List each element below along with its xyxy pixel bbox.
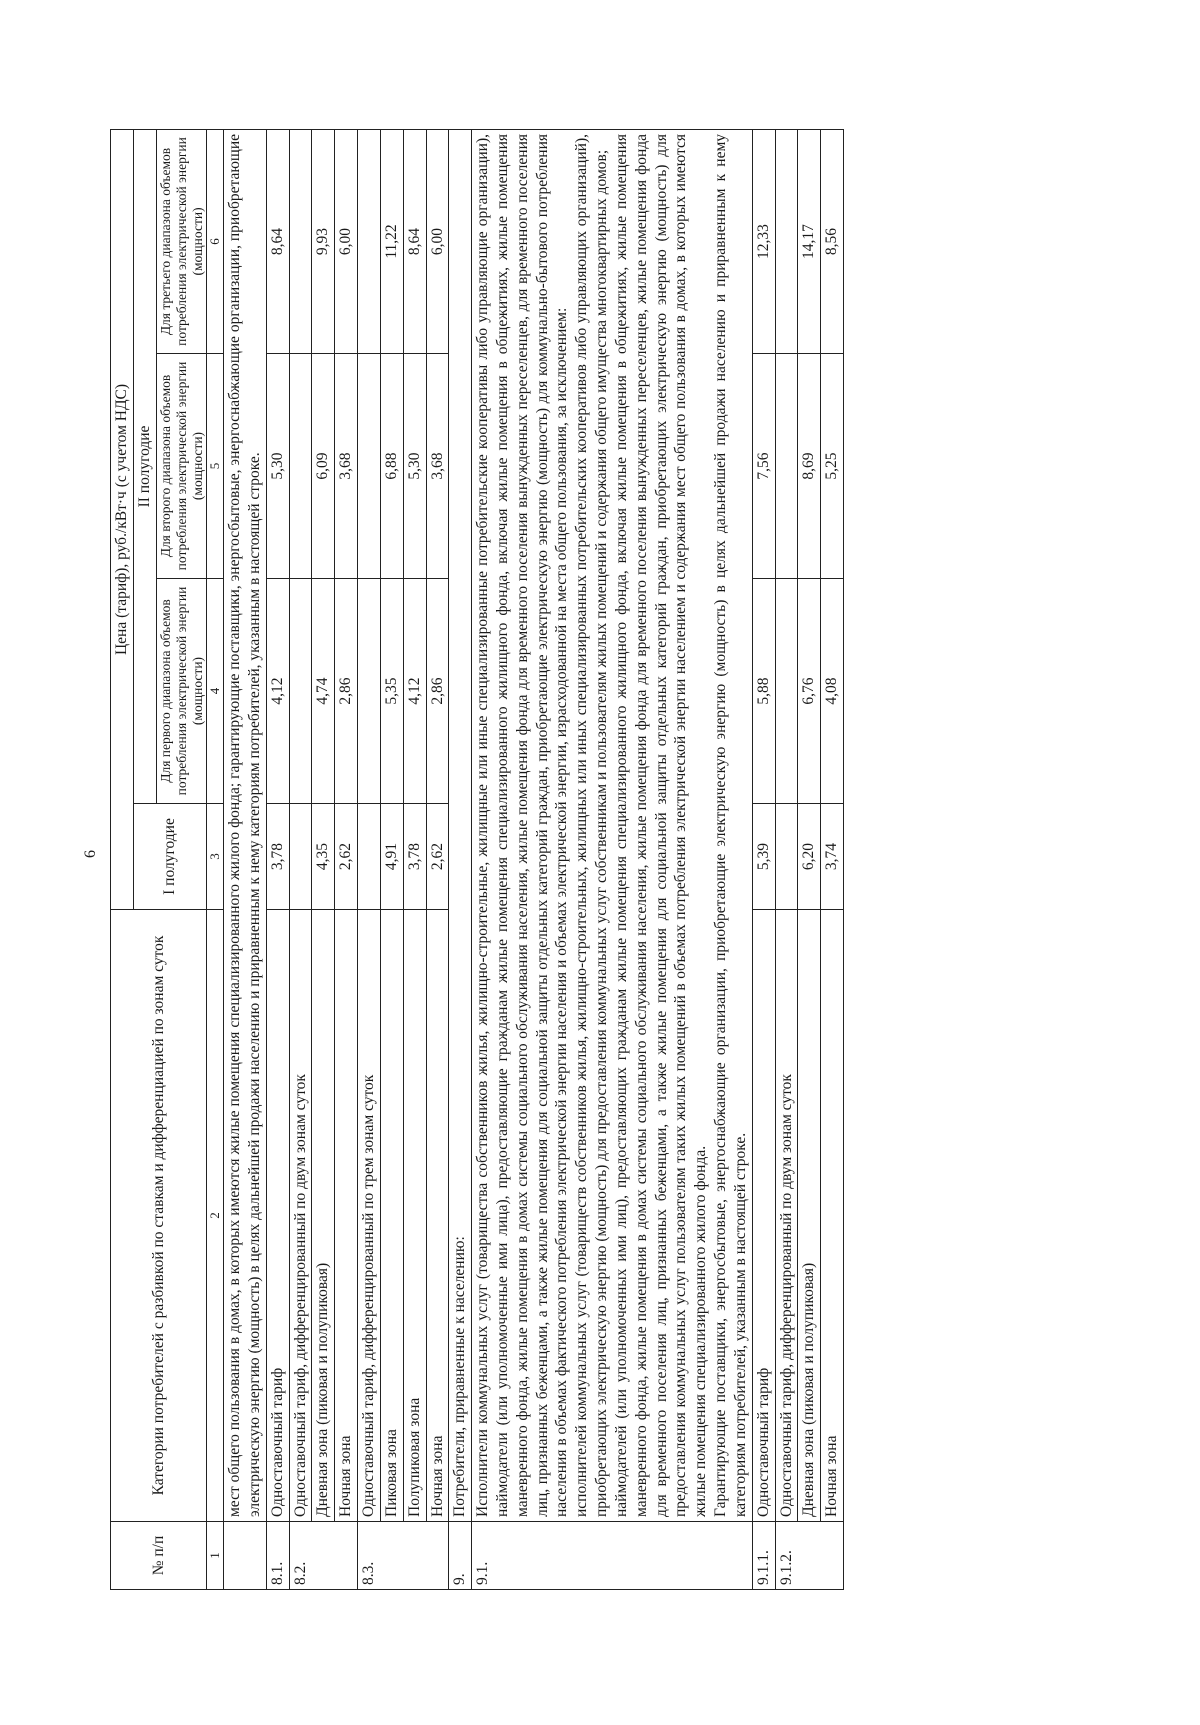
rotated-table-wrapper	[110, 130, 1110, 1590]
row-label: Ночная зона	[821, 910, 844, 1522]
cell-value: 4,35	[312, 804, 335, 910]
row-num: 9.	[449, 1522, 472, 1590]
tariff-table	[110, 129, 844, 1590]
row-num: 9.1.2.	[775, 1522, 843, 1590]
row-label: Одноставочный тариф, дифференцированный по двум зонам суток	[289, 910, 312, 1522]
col-index: 3	[207, 804, 224, 910]
table-row	[472, 129, 753, 1589]
paragraph: наймодателей (или уполномоченных ими лиц), предоставляющих гражданам жилые помещения специализированного жилищного фонда, включая жилые помещения в общежитиях, жилые помещения маневренного фонда, жилые помещения в домах системы социального обслуживания населения, жилые помещения фонда для временного поселения вынужденных переселенцев, жилые помещения фонда для временного поселения лиц, признанных беженцами, а также жилые помещения для социальной защиты отдельных категорий граждан, приобретающих электрическую энергию (мощность) для предоставления коммунальных услуг пользователям таких жилых помещений в объемах потребления электрической энергии населением и содержания мест общего пользования в домах, в которых имеются жилые помещения специализированного жилого фонда.	[612, 133, 710, 1517]
row-label: Одноставочный тариф, дифференцированный по трем зонам суток	[358, 910, 381, 1522]
row-label: Дневная зона (пиковая и полупиковая)	[798, 910, 821, 1522]
cell-value: 5,25	[821, 354, 844, 579]
cell-value: 14,17	[798, 129, 821, 353]
row-num: 9.1.1.	[752, 1522, 775, 1590]
row-description	[472, 129, 753, 1521]
row-num: 9.1.	[472, 1522, 753, 1590]
table-row	[426, 129, 449, 1589]
row-label: Ночная зона	[426, 910, 449, 1522]
cell-value: 6,76	[798, 579, 821, 804]
cell-value: 4,12	[266, 579, 289, 804]
table-row	[358, 129, 381, 1589]
cell-value: 5,30	[266, 354, 289, 579]
cell-value: 12,33	[752, 129, 775, 353]
table-row	[380, 129, 403, 1589]
row-num: 8.1.	[266, 1522, 289, 1590]
cell-value: 2,62	[426, 804, 449, 910]
row-label: Потребители, приравненные к населению:	[449, 129, 472, 1521]
row-label: Дневная зона (пиковая и полупиковая)	[312, 910, 335, 1522]
cell-value: 6,20	[798, 804, 821, 910]
page-number: 6	[82, 850, 99, 858]
cell-value: 4,74	[312, 579, 335, 804]
row-label: Одноставочный тариф, дифференцированный по двум зонам суток	[775, 910, 798, 1522]
cell-value: 3,78	[403, 804, 426, 910]
row-num: 8.2.	[289, 1522, 357, 1590]
table-row	[821, 129, 844, 1589]
row-label: Ночная зона	[335, 910, 358, 1522]
col-index: 5	[207, 354, 224, 579]
cell-value: 3,78	[266, 804, 289, 910]
col-index: 1	[207, 1522, 224, 1590]
paragraph: Исполнители коммунальных услуг (товарищества собственников жилья, жилищно-строительные, жилищные или иные специализированные потребительские кооперативы либо управляющие организации), наймодатели (или уполномоченные ими лица), предоставляющие гражданам жилые помещения специализированного жилищного фонда, включая жилые помещения в общежитиях, жилые помещения маневренного фонда, жилые помещения в домах системы социального обслуживания населения, жилые помещения фонда для временного поселения вынужденных переселенцев, для временного поселения лиц, признанных беженцами, а также жилые помещения для социальной защиты отдельных категорий граждан, приобретающие электрическую энергию (мощность) для коммунально-бытового потребления населения в объемах фактического потребления электрической энергии населения и объемах электрической энергии, израсходованной на места общего пользования, за исключением:	[474, 133, 571, 1517]
table-row	[335, 129, 358, 1589]
cell-value: 6,00	[426, 129, 449, 353]
table-row	[224, 129, 267, 1589]
cell-value: 3,74	[821, 804, 844, 910]
cell-value: 8,64	[403, 129, 426, 353]
paragraph: Гарантирующие поставщики, энергосбытовые, энергоснабжающие организации, приобретающие электрическую энергию (мощность) в целях дальнейшей продажи населению и приравненным к нему категориям потребителей, указанным в настоящей строке.	[712, 133, 749, 1517]
cell-value: 5,88	[752, 579, 775, 804]
cell-value: 5,35	[380, 579, 403, 804]
header-price: Цена (тариф), руб./кВт·ч (с учетом НДС)	[111, 129, 134, 909]
cell-value: 4,08	[821, 579, 844, 804]
table-row	[289, 129, 312, 1589]
header-range3: Для третьего диапазона объемов потребления электрической энергии (мощности)	[156, 129, 207, 353]
header-range2: Для второго диапазона объемов потребления электрической энергии (мощности)	[156, 354, 207, 579]
cell-value: 3,68	[426, 354, 449, 579]
cell-value: 6,09	[312, 354, 335, 579]
table-row	[775, 129, 798, 1589]
column-index-row	[207, 129, 224, 1589]
col-index: 4	[207, 579, 224, 804]
header-half2: II полугодие	[133, 129, 156, 803]
row-num	[224, 1522, 267, 1590]
cell-value: 9,93	[312, 129, 335, 353]
cell-value: 8,64	[266, 129, 289, 353]
cell-value: 6,00	[335, 129, 358, 353]
col-index: 6	[207, 129, 224, 353]
continued-text: мест общего пользования в домах, в которых имеются жилые помещения специализированного жилого фонда; гарантирующие поставщики, энергосбытовые, энергоснабжающие организации, приобретающие электрическую энергию (мощность) в целях дальнейшей продажи населению и приравненным к нему категориям потребителей, указанным в настоящей строке.	[224, 129, 267, 1521]
row-num: 8.3.	[358, 1522, 449, 1590]
cell-value: 2,62	[335, 804, 358, 910]
header-num: № п/п	[111, 1522, 207, 1590]
table-row	[798, 129, 821, 1589]
cell-value: 4,91	[380, 804, 403, 910]
header-range1: Для первого диапазона объемов потребления электрической энергии (мощности)	[156, 579, 207, 804]
cell-value: 11,22	[380, 129, 403, 353]
table-row	[266, 129, 289, 1589]
row-label: Полупиковая зона	[403, 910, 426, 1522]
col-index: 2	[207, 910, 224, 1522]
row-label: Пиковая зона	[380, 910, 403, 1522]
table-row	[312, 129, 335, 1589]
cell-value: 8,56	[821, 129, 844, 353]
header-half1: I полугодие	[133, 804, 207, 910]
cell-value: 5,39	[752, 804, 775, 910]
paragraph: исполнителей коммунальных услуг (товариществ собственников жилья, жилищно-строительных, жилищных или иных специализированных потребительских кооперативов либо управляющих организаций), приобретающих электрическую энергию (мощность) для предоставления коммунальных услуг собственникам и пользователям жилых помещений и содержания общего имущества многоквартирных домов;	[573, 133, 611, 1517]
cell-value: 7,56	[752, 354, 775, 579]
row-label: Одноставочный тариф	[266, 910, 289, 1522]
table-row	[403, 129, 426, 1589]
cell-value: 3,68	[335, 354, 358, 579]
header-category: Категории потребителей с разбивкой по ставкам и дифференциацией по зонам суток	[111, 910, 207, 1522]
cell-value: 4,12	[403, 579, 426, 804]
table-row	[752, 129, 775, 1589]
cell-value: 8,69	[798, 354, 821, 579]
cell-value: 5,30	[403, 354, 426, 579]
row-label: Одноставочный тариф	[752, 910, 775, 1522]
cell-value: 2,86	[335, 579, 358, 804]
table-row	[449, 129, 472, 1589]
cell-value: 6,88	[380, 354, 403, 579]
cell-value: 2,86	[426, 579, 449, 804]
